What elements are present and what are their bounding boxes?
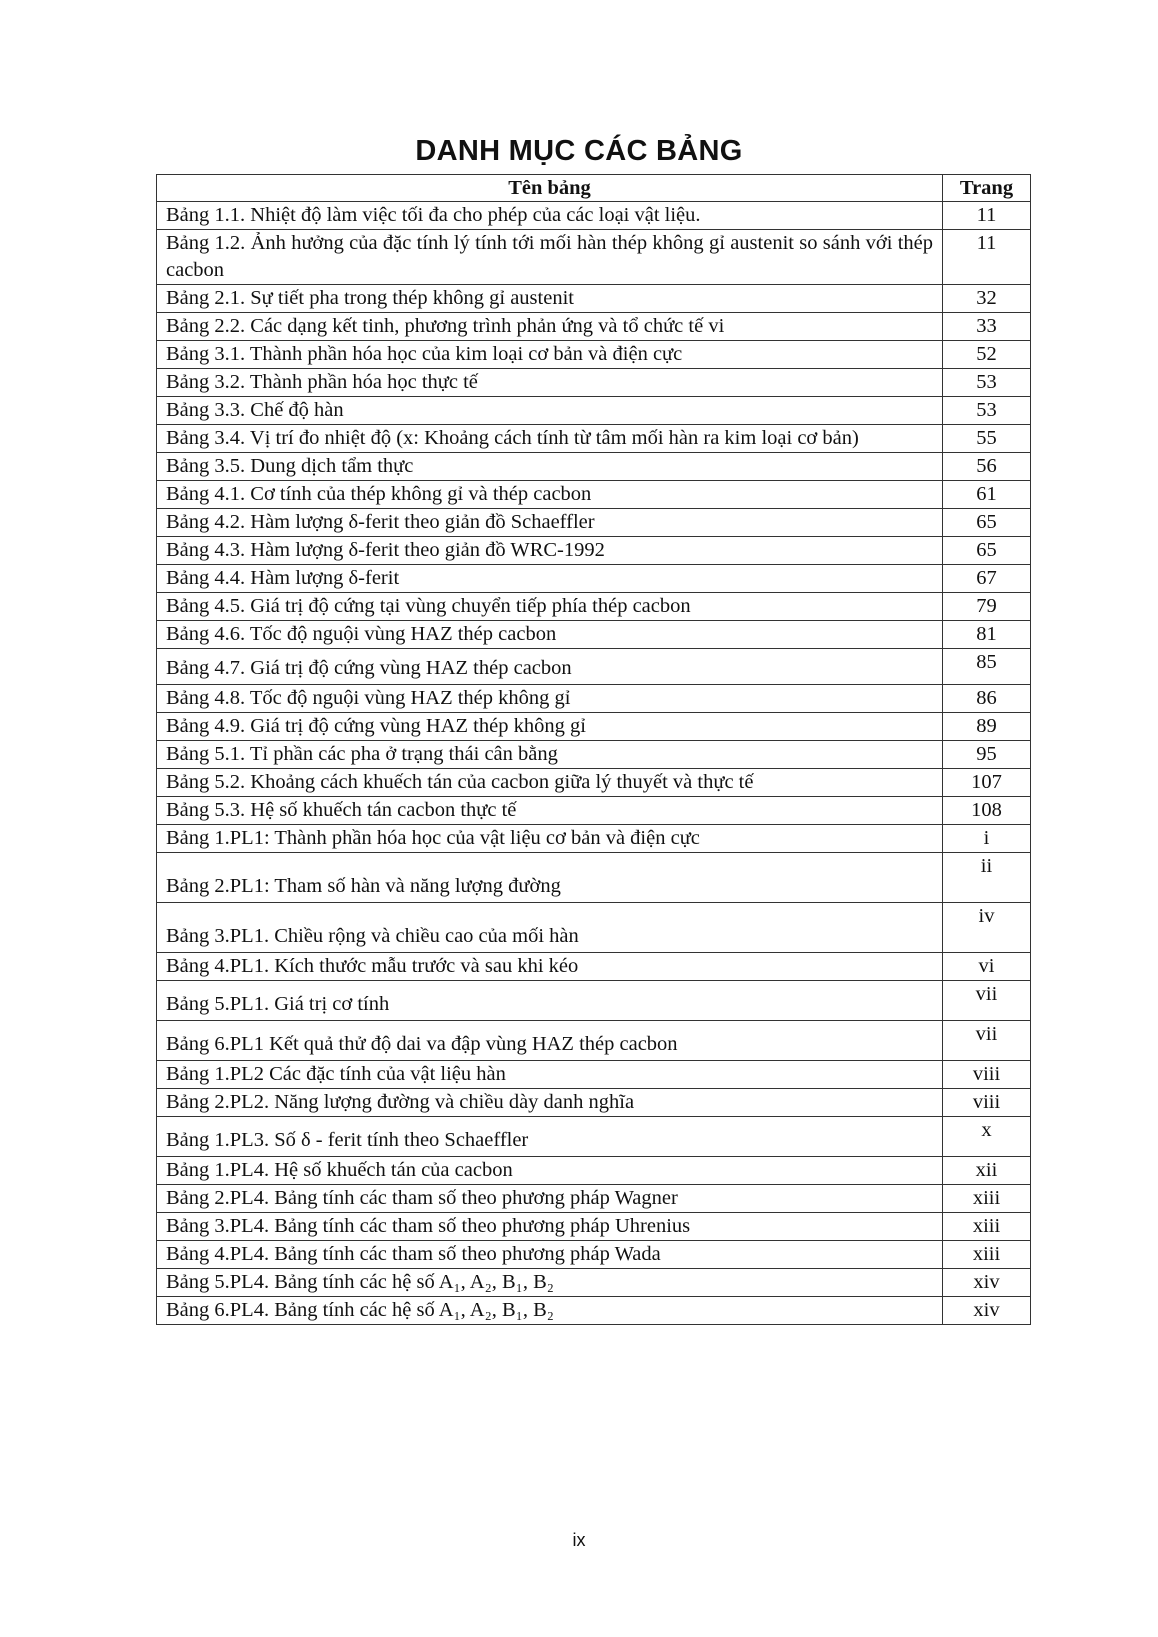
table-row	[157, 1061, 1031, 1089]
table-entry-name: Bảng 4.PL1. Kích thước mẫu trước và sau khi kéo	[157, 953, 943, 981]
table-entry-page: 61	[943, 481, 1031, 509]
table-row	[157, 713, 1031, 741]
table-entry-name: Bảng 5.3. Hệ số khuếch tán cacbon thực tế	[157, 797, 943, 825]
table-row	[157, 202, 1031, 230]
table-entry-name: Bảng 4.9. Giá trị độ cứng vùng HAZ thép không gỉ	[157, 713, 943, 741]
table-row	[157, 1021, 1031, 1061]
table-row	[157, 509, 1031, 537]
table-entry-name: Bảng 1.PL2 Các đặc tính của vật liệu hàn	[157, 1061, 943, 1089]
table-row	[157, 481, 1031, 509]
table-row	[157, 1089, 1031, 1117]
table-entry-page: 67	[943, 565, 1031, 593]
table-entry-name: Bảng 2.PL2. Năng lượng đường và chiều dày danh nghĩa	[157, 1089, 943, 1117]
page-title: DANH MỤC CÁC BẢNG	[415, 135, 743, 167]
table-row	[157, 1157, 1031, 1185]
column-header-name: Tên bảng	[157, 175, 943, 202]
table-entry-name: Bảng 3.PL1. Chiều rộng và chiều cao của mối hàn	[157, 903, 943, 953]
table-entry-name: Bảng 3.3. Chế độ hàn	[157, 397, 943, 425]
table-entry-name: Bảng 2.PL1: Tham số hàn và năng lượng đường	[157, 853, 943, 903]
table-entry-name: Bảng 2.PL4. Bảng tính các tham số theo phương pháp Wagner	[157, 1185, 943, 1213]
table-entry-name: Bảng 3.2. Thành phần hóa học thực tế	[157, 369, 943, 397]
table-row	[157, 593, 1031, 621]
table-row	[157, 537, 1031, 565]
table-entry-name: Bảng 3.5. Dung dịch tẩm thực	[157, 453, 943, 481]
table-entry-page: 52	[943, 341, 1031, 369]
table-entry-name: Bảng 2.1. Sự tiết pha trong thép không gỉ austenit	[157, 285, 943, 313]
table-entry-page: 53	[943, 369, 1031, 397]
table-row	[157, 1241, 1031, 1269]
table-row	[157, 425, 1031, 453]
table-entry-page: 33	[943, 313, 1031, 341]
table-entry-page: 95	[943, 741, 1031, 769]
table-row	[157, 621, 1031, 649]
table-row	[157, 1269, 1031, 1297]
table-entry-name: Bảng 5.1. Tỉ phần các pha ở trạng thái cân bằng	[157, 741, 943, 769]
table-entry-page: i	[943, 825, 1031, 853]
table-entry-page: 79	[943, 593, 1031, 621]
table-row	[157, 797, 1031, 825]
table-row	[157, 341, 1031, 369]
table-entry-page: x	[943, 1117, 1031, 1157]
table-entry-page: viii	[943, 1089, 1031, 1117]
table-entry-page: xiii	[943, 1213, 1031, 1241]
table-entry-name: Bảng 3.PL4. Bảng tính các tham số theo phương pháp Uhrenius	[157, 1213, 943, 1241]
table-entry-page: xiii	[943, 1241, 1031, 1269]
table-entry-name: Bảng 4.3. Hàm lượng δ-ferit theo giản đồ WRC-1992	[157, 537, 943, 565]
table-row	[157, 1117, 1031, 1157]
table-row	[157, 741, 1031, 769]
table-entry-name: Bảng 1.PL3. Số δ - ferit tính theo Schaeffler	[157, 1117, 943, 1157]
table-entry-page: vi	[943, 953, 1031, 981]
table-row	[157, 649, 1031, 685]
table-row	[157, 853, 1031, 903]
table-entry-page: viii	[943, 1061, 1031, 1089]
table-row	[157, 953, 1031, 981]
table-entry-page: 86	[943, 685, 1031, 713]
table-entry-page: vii	[943, 1021, 1031, 1061]
table-row	[157, 397, 1031, 425]
table-row	[157, 313, 1031, 341]
table-entry-page: xiii	[943, 1185, 1031, 1213]
table-entry-page: 11	[943, 230, 1031, 285]
table-entry-name: Bảng 4.4. Hàm lượng δ-ferit	[157, 565, 943, 593]
table-body	[157, 202, 1031, 1325]
list-of-tables	[156, 174, 1031, 1325]
table-row	[157, 453, 1031, 481]
table-entry-page: 53	[943, 397, 1031, 425]
table-entry-name: Bảng 2.2. Các dạng kết tinh, phương trình phản ứng và tổ chức tế vi	[157, 313, 943, 341]
table-entry-page: 65	[943, 537, 1031, 565]
table-entry-page: vii	[943, 981, 1031, 1021]
table-entry-name: Bảng 4.PL4. Bảng tính các tham số theo phương pháp Wada	[157, 1241, 943, 1269]
table-entry-name: Bảng 4.5. Giá trị độ cứng tại vùng chuyển tiếp phía thép cacbon	[157, 593, 943, 621]
table-entry-name: Bảng 6.PL1 Kết quả thử độ dai va đập vùng HAZ thép cacbon	[157, 1021, 943, 1061]
table-entry-name: Bảng 6.PL4. Bảng tính các hệ số A₁, A₂, B₁, B₂	[157, 1297, 943, 1325]
table-entry-page: 11	[943, 202, 1031, 230]
table-row	[157, 285, 1031, 313]
table-entry-page: xiv	[943, 1297, 1031, 1325]
table-entry-name: Bảng 1.2. Ảnh hưởng của đặc tính lý tính tới mối hàn thép không gỉ austenit so sánh với thép cacbon	[157, 230, 943, 285]
table-entry-name: Bảng 4.1. Cơ tính của thép không gỉ và thép cacbon	[157, 481, 943, 509]
table-entry-page: 85	[943, 649, 1031, 685]
table-row	[157, 685, 1031, 713]
table-row	[157, 769, 1031, 797]
table-row	[157, 1185, 1031, 1213]
table-entry-page: 108	[943, 797, 1031, 825]
table-entry-name: Bảng 3.4. Vị trí đo nhiệt độ (x: Khoảng cách tính từ tâm mối hàn ra kim loại cơ bản)	[157, 425, 943, 453]
table-entry-name: Bảng 3.1. Thành phần hóa học của kim loại cơ bản và điện cực	[157, 341, 943, 369]
table-entry-name: Bảng 5.PL4. Bảng tính các hệ số A₁, A₂, B₁, B₂	[157, 1269, 943, 1297]
table-row	[157, 981, 1031, 1021]
table-entry-name: Bảng 1.PL4. Hệ số khuếch tán của cacbon	[157, 1157, 943, 1185]
table-entry-page: 81	[943, 621, 1031, 649]
table-entry-name: Bảng 5.PL1. Giá trị cơ tính	[157, 981, 943, 1021]
table-entry-name: Bảng 1.PL1: Thành phần hóa học của vật liệu cơ bản và điện cực	[157, 825, 943, 853]
table-row	[157, 230, 1031, 285]
table-entry-page: 89	[943, 713, 1031, 741]
table-entry-page: xii	[943, 1157, 1031, 1185]
table-entry-page: 55	[943, 425, 1031, 453]
table-entry-page: 32	[943, 285, 1031, 313]
table-entry-name: Bảng 4.6. Tốc độ nguội vùng HAZ thép cacbon	[157, 621, 943, 649]
table-row	[157, 565, 1031, 593]
table-row	[157, 1297, 1031, 1325]
table-entry-page: iv	[943, 903, 1031, 953]
table-entry-name: Bảng 4.2. Hàm lượng δ-ferit theo giản đồ Schaeffler	[157, 509, 943, 537]
table-entry-name: Bảng 4.7. Giá trị độ cứng vùng HAZ thép cacbon	[157, 649, 943, 685]
table-row	[157, 825, 1031, 853]
column-header-page: Trang	[943, 175, 1031, 202]
table-entry-page: 107	[943, 769, 1031, 797]
table-entry-page: 56	[943, 453, 1031, 481]
table-row	[157, 903, 1031, 953]
table-header-row	[157, 175, 1031, 202]
page-number: ix	[572, 1530, 586, 1550]
table-entry-name: Bảng 5.2. Khoảng cách khuếch tán của cacbon giữa lý thuyết và thực tế	[157, 769, 943, 797]
table-row	[157, 1213, 1031, 1241]
table-row	[157, 369, 1031, 397]
table-entry-name: Bảng 1.1. Nhiệt độ làm việc tối đa cho phép của các loại vật liệu.	[157, 202, 943, 230]
table-entry-name: Bảng 4.8. Tốc độ nguội vùng HAZ thép không gỉ	[157, 685, 943, 713]
table-entry-page: ii	[943, 853, 1031, 903]
table-entry-page: xiv	[943, 1269, 1031, 1297]
table-entry-page: 65	[943, 509, 1031, 537]
